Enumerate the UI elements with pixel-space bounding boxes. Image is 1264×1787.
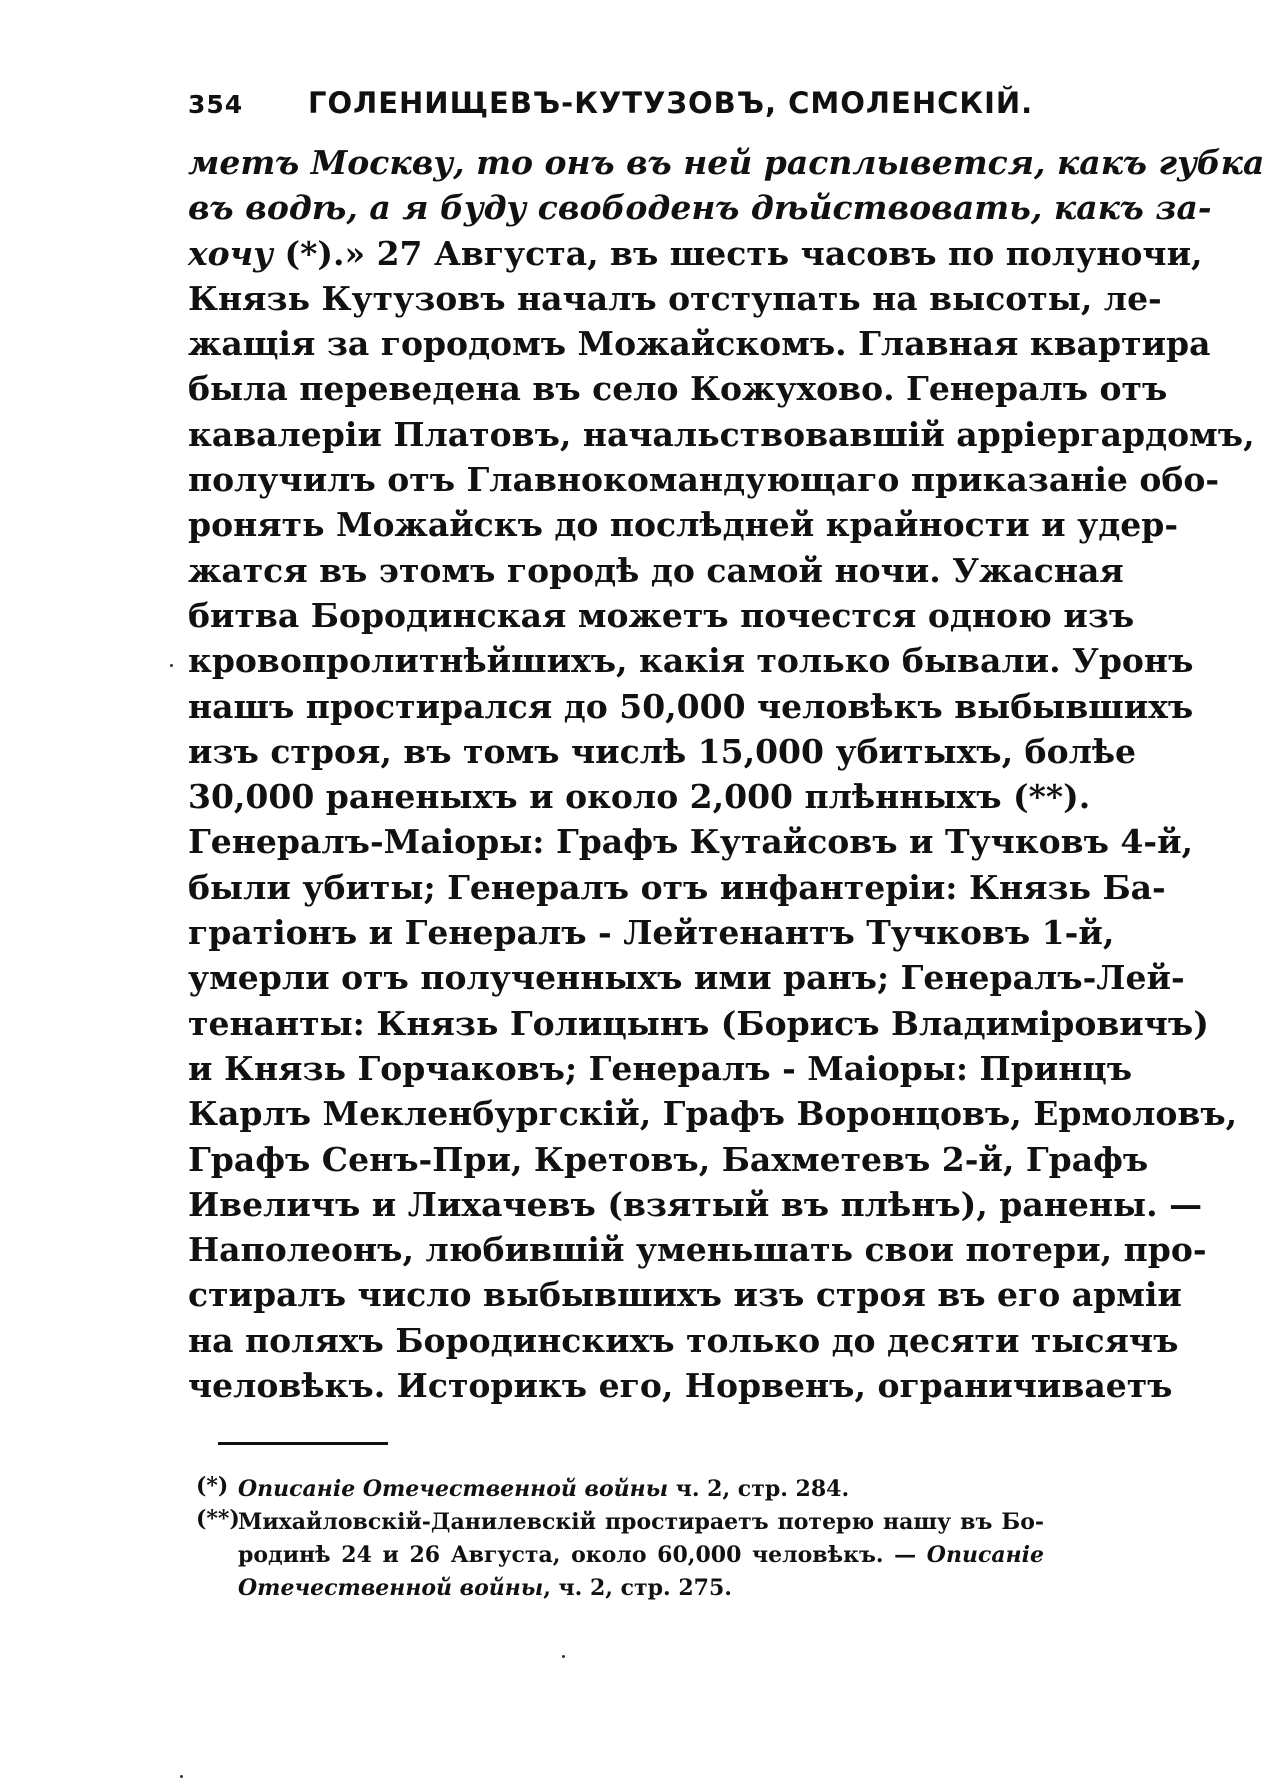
- footnote-text: родинѣ 24 и 26 Августа, около 60,000 человѣкъ. —: [238, 1542, 927, 1568]
- text-line: Князь Кутузовъ началъ отступать на высоты, ле-: [188, 278, 1162, 318]
- page-speck: [562, 1655, 565, 1658]
- text-line: [188, 231, 1203, 276]
- footnote-text: Михайловскій-Данилевскій простираетъ потерю нашу въ Бо-: [238, 1509, 1044, 1535]
- footnote-divider: [218, 1442, 388, 1445]
- text-line: была переведена въ село Кожухово. Генералъ отъ: [188, 369, 1168, 409]
- text-line: стиралъ число выбывшихъ изъ строя въ его арміи: [188, 1275, 1182, 1315]
- text-line: гратіонъ и Генералъ - Лейтенантъ Тучковъ 1-й,: [188, 913, 1115, 953]
- footnote-text: Отечественной войны: [238, 1575, 544, 1601]
- corner-speck: [180, 1775, 183, 1778]
- footnote-text: Описаніе: [926, 1542, 1044, 1568]
- italic-text: хочу: [188, 233, 274, 273]
- text-line: нашъ простирался до 50,000 человѣкъ выбывшихъ: [188, 686, 1194, 726]
- footnote-line: [238, 1572, 1044, 1605]
- footnote-line: [238, 1506, 1044, 1539]
- footnote-line: [238, 1473, 1044, 1506]
- footnote-text: , ч. 2, стр. 275.: [543, 1575, 732, 1601]
- text-line: жащія за городомъ Можайскомъ. Главная квартира: [188, 324, 1211, 364]
- text-line: изъ строя, въ томъ числѣ 15,000 убитыхъ, болѣе: [188, 731, 1137, 771]
- text-line: метъ Москву, то онъ въ ней расплывется, какъ губка: [188, 143, 1264, 182]
- footnote: [196, 1506, 1044, 1605]
- page-number: 354: [188, 90, 244, 119]
- text-line: были убиты; Генералъ отъ инфантеріи: Князь Ба-: [188, 867, 1166, 907]
- text-line: и Князь Горчаковъ; Генералъ - Маіоры: Принцъ: [188, 1048, 1133, 1088]
- text-line: ронять Можайскъ до послѣдней крайности и удер-: [188, 505, 1179, 545]
- line-text: (*).» 27 Августа, въ шесть часовъ по полуночи,: [273, 233, 1203, 273]
- text-line: получилъ отъ Главнокомандующаго приказаніе обо-: [188, 460, 1220, 500]
- text-line: человѣкъ. Историкъ его, Норвенъ, ограничиваетъ: [188, 1366, 1173, 1406]
- text-line: 30,000 раненыхъ и около 2,000 плѣнныхъ (**).: [188, 777, 1091, 817]
- text-line: битва Бородинская можетъ почестся одною изъ: [188, 595, 1135, 635]
- margin-speck: [170, 664, 173, 667]
- text-line: тенанты: Князь Голицынъ (Борисъ Владиміровичъ): [188, 1003, 1209, 1043]
- main-text: [188, 140, 1264, 1408]
- footnotes: [196, 1473, 1044, 1605]
- footnote-mark: (**): [196, 1506, 240, 1532]
- text-line: Графъ Сенъ-При, Кретовъ, Бахметевъ 2-й, Графъ: [188, 1139, 1149, 1179]
- footnote: [196, 1473, 1044, 1506]
- footnote-text: ч. 2, стр. 284.: [668, 1476, 850, 1502]
- page-header: [188, 86, 1048, 126]
- text-line: въ водѣ, а я буду свободенъ дѣйствовать, какъ за-: [188, 188, 1212, 228]
- text-line: Карлъ Мекленбургскій, Графъ Воронцовъ, Ермоловъ,: [188, 1094, 1238, 1134]
- text-line: Генералъ-Маіоры: Графъ Кутайсовъ и Тучковъ 4-й,: [188, 822, 1194, 862]
- text-line: на поляхъ Бородинскихъ только до десяти тысячъ: [188, 1320, 1179, 1360]
- footnote-mark: (*): [196, 1473, 229, 1499]
- footnote-text: Описаніе Отечественной войны: [238, 1476, 669, 1502]
- text-line: Наполеонъ, любившій уменьшать свои потери, про-: [188, 1230, 1207, 1270]
- text-line: умерли отъ полученныхъ ими ранъ; Генералъ-Лей-: [188, 958, 1185, 998]
- footnote-line: [238, 1539, 1044, 1572]
- text-line: кавалеріи Платовъ, начальствовавшій аррiергардомъ,: [188, 414, 1255, 454]
- running-title: ГОЛЕНИЩЕВЪ-КУТУЗОВЪ, СМОЛЕНСКІЙ.: [308, 86, 1034, 120]
- text-line: Ивеличъ и Лихачевъ (взятый въ плѣнъ), ранены. —: [188, 1184, 1203, 1224]
- text-line: кровопролитнѣйшихъ, какія только бывали. Уронъ: [188, 641, 1194, 681]
- text-line: жатся въ этомъ городѣ до самой ночи. Ужасная: [188, 550, 1124, 590]
